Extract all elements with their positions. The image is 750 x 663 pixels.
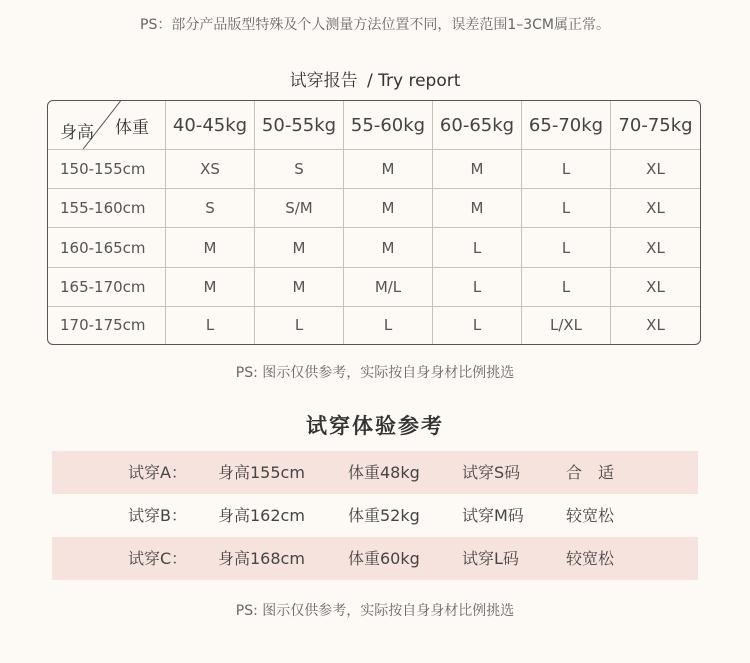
tester-size: 试穿M码 [462,506,524,525]
tester-fit: 较宽松 [566,549,615,568]
size-cell: L [255,307,344,344]
size-cell: M [166,228,255,267]
experience-row [52,451,698,494]
size-cell: L [433,307,522,344]
weight-header: 65-70kg [522,101,611,150]
size-cell: XL [611,228,700,267]
height-label: 170-175cm [48,307,166,344]
size-cell: L [522,228,611,267]
weight-header: 70-75kg [611,101,700,150]
tester-height: 身高168cm [218,549,305,568]
size-cell: XL [646,316,665,335]
size-cell: L/XL [522,307,611,344]
size-cell: M [344,228,433,267]
tester-label: 试穿A： [128,463,187,482]
tester-weight: 体重60kg [348,549,420,568]
size-cell: XL [611,189,700,228]
size-cell: M [344,150,433,189]
weight-header: 55-60kg [344,101,433,150]
height-label: 155-160cm [48,189,166,228]
size-cell: L [522,268,611,307]
table-row [48,268,700,307]
size-table [47,100,701,345]
size-cell: M [433,150,522,189]
tester-fit: 较宽松 [566,506,615,525]
size-table-corner [48,101,166,150]
tester-size: 试穿S码 [462,463,521,482]
corner-height-label: 身高 [60,123,94,143]
size-cell: M [255,268,344,307]
mid-note: PS: 图示仅供参考，实际按自身身材比例挑选 [235,365,515,381]
weight-header: 60-65kg [433,101,522,150]
size-cell: L [433,228,522,267]
report-title-cn: 试穿报告 [289,71,358,91]
size-cell: L [433,268,522,307]
experience-row [52,494,698,537]
size-cell: XL [611,150,700,189]
tester-size: 试穿L码 [462,549,519,568]
size-cell: M [344,189,433,228]
bottom-note: PS: 图示仅供参考，实际按自身身材比例挑选 [235,603,515,619]
size-cell: L [166,307,255,344]
size-cell: XS [166,150,255,189]
tester-weight: 体重52kg [348,506,420,525]
weight-header: 40-45kg [166,101,255,150]
top-note: PS：部分产品版型特殊及个人测量方法位置不同，误差范围1–3CM属正常。 [140,17,610,33]
tester-weight: 体重48kg [348,463,420,482]
height-label: 150-155cm [48,150,166,189]
tester-label: 试穿B： [128,506,187,525]
table-row [48,150,700,189]
size-cell: L [344,307,433,344]
size-cell: S [166,189,255,228]
table-row [48,228,700,267]
size-cell: L [522,189,611,228]
experience-row [52,537,698,580]
report-title [0,66,750,91]
size-cell: M [433,189,522,228]
size-table-header-row [48,101,700,150]
table-row [48,189,700,228]
corner-weight-label: 体重 [115,118,149,138]
size-cell: S/M [255,189,344,228]
height-label: 165-170cm [48,268,166,307]
size-cell: XL [611,268,700,307]
weight-header: 50-55kg [255,101,344,150]
size-cell: M [166,268,255,307]
size-cell: M/L [344,268,433,307]
size-cell: S [255,150,344,189]
experience-title: 试穿体验参考 [306,414,444,438]
size-cell: L [522,150,611,189]
tester-height: 身高162cm [218,506,305,525]
report-title-en: / Try report [367,71,461,91]
tester-height: 身高155cm [218,463,305,482]
tester-label: 试穿C： [128,549,188,568]
table-row [48,307,700,344]
size-cell: M [255,228,344,267]
height-label: 160-165cm [48,228,166,267]
tester-fit: 合 适 [566,463,615,482]
